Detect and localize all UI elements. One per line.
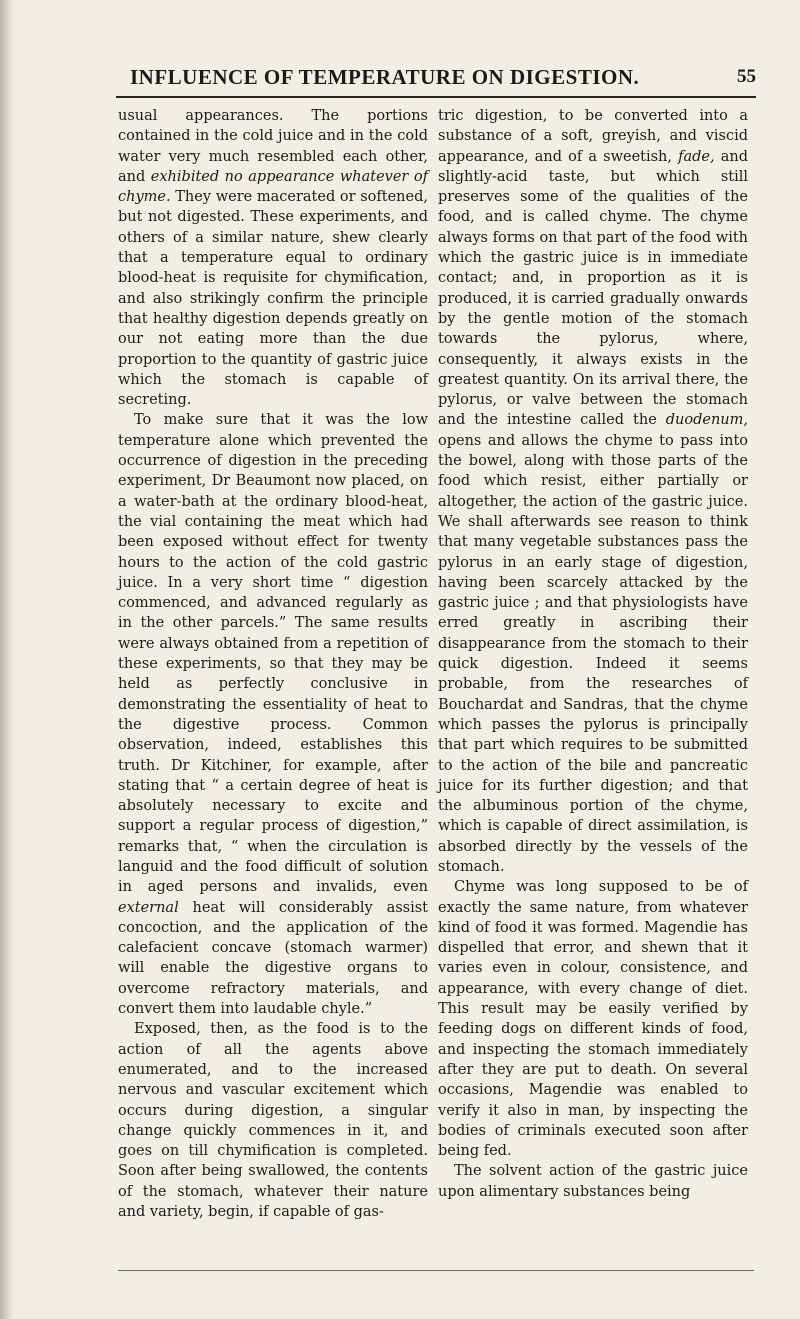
paragraph: tric digestion, to be converted into a substance of a soft, greyish, and viscid appearance, and of a sweetish, fade, and slightly-acid taste, but which still preserves some of the qualities of the food, and is called chyme. The chyme always forms on that part of the food with which the gastric juice is in immediate contact; and, in proportion as it is produced, it is carried gradually onwards by the gentle motion of the stomach towards the pylorus, where, consequently, it always exists in the greatest quantity. On its arrival there, the pylorus, or valve between the stomach and the intestine called the duodenum, opens and allows the chyme to pass into the bowel, along with those parts of the food which resist, either partially or altogether, the action of the gastric juice. We shall afterwards see reason to think that many vegetable substances pass the pylorus in an early stage of digestion, having been scarcely attacked by the gastric juice ; and that physiologists have erred greatly in ascribing their disappearance from the stomach to their quick digestion. Indeed it seems probable, from the researches of Bouchardat and Sandras, that the chyme which passes the pylorus is principally that part which requires to be submitted to the action of the bile and pancreatic juice for its further digestion; and that the albuminous portion of the chyme, which is capable of direct assimilation, is absorbed directly by the vessels of the stomach. — [438, 108, 748, 875]
running-head: INFLUENCE OF TEMPERATURE ON DIGESTION. — [130, 64, 640, 89]
paragraph: To make sure that it was the low temperature alone which prevented the occurrence of digestion in the preceding experiment, Dr Beaumont now placed, on a water-bath at the ordinary blood-heat, the vial containing the meat which had been exposed without effect for twenty hours to the action of the cold gastric juice. In a very short time “ digestion commenced, and advanced regularly as in the other parcels.” The same results were always obtained from a repetition of these experiments, so that they may be held as perfectly conclusive in demonstrating the essentiality of heat to the digestive process. Common observation, indeed, establishes this truth. Dr Kitchiner, for example, after stating that “ a certain degree of heat is absolutely necessary to excite and support a regular process of digestion,” remarks that, “ when the circulation is languid and the food difficult of solution in aged persons and invalids, even external heat will considerably assist concoction, and the application of the calefacient concave (stomach warmer) will enable the digestive organs to overcome refractory materials, and convert them into laudable chyle.” — [118, 412, 428, 1018]
page-binding-edge — [0, 0, 14, 1319]
paragraph: usual appearances. The portions contained in the cold juice and in the cold water very much resembled each other, and exhibited no appearance whatever of chyme. They were macerated or softened, but not digested. These experiments, and others of a similar nature, shew clearly that a temperature equal to ordinary blood-heat is requisite for chymification, and also strikingly confirm the principle that healthy digestion depends greatly on our not eating more than the due proportion to the quantity of gastric juice which the stomach is capable of secreting. — [118, 108, 428, 409]
left-column — [118, 106, 428, 1222]
italic-text: duodenum, — [665, 412, 748, 429]
footer-rule — [118, 1270, 754, 1271]
paragraph: The solvent action of the gastric juice upon alimentary substances being — [438, 1163, 748, 1200]
italic-text: fade, — [678, 148, 715, 165]
header-rule — [116, 96, 756, 98]
paragraph: Chyme was long supposed to be of exactly the same nature, from whatever kind of food it was formed. Magendie has dispelled that error, and shewn that it varies even in colour, consistence, and appearance, with every change of diet. This result may be easily verified by feeding dogs on different kinds of food, and inspecting the stomach immediately after they are put to death. On several occasions, Magendie was enabled to verify it also in man, by inspecting the bodies of criminals executed soon after being fed. — [438, 879, 748, 1160]
paragraph: Exposed, then, as the food is to the action of all the agents above enumerated, and to the increased nervous and vascular excitement which occurs during digestion, a singular change quickly commences in it, and goes on till chymification is completed. Soon after being swallowed, the contents of the stomach, whatever their nature and variety, begin, if capable of gas- — [118, 1021, 428, 1221]
page-header — [96, 62, 756, 92]
italic-text: external — [118, 899, 179, 916]
italic-text: exhibited no appearance whatever of chyme. — [118, 168, 428, 206]
right-column — [438, 106, 748, 1202]
page-number: 55 — [737, 66, 756, 87]
